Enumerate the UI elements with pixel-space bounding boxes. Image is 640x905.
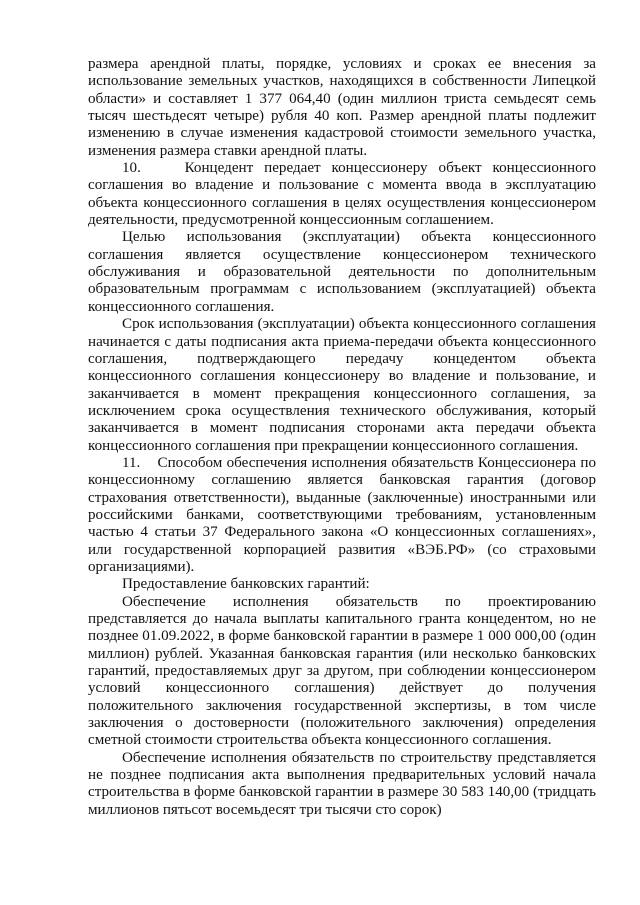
paragraph-usage-term: Срок использования (эксплуатации) объекта концессионного соглашения начинается с даты подписания акта приема-передачи объекта концессионного соглашения, подтверждающего передачу концедентом объекта концессионного соглашения концессионеру во владение и пользование, и заканчивается в момент прекращения концессионного соглашения, за исключением срока осуществления технического обслуживания, который заканчивается в момент подписания сторонами акта передачи объекта концессионного соглашения при прекращении концессионного соглашения. bbox=[88, 316, 596, 454]
paragraph-rent-amount: размера арендной платы, порядке, условиях и сроках ее внесения за использование земельных участков, находящихся в собственности Липецкой области» и составляет 1 377 064,40 (один миллион триста семьдесят семь тысяч шестьдесят четыре) рубля 40 коп. Размер арендной платы подлежит изменению в случае изменения кадастровой стоимости земельного участка, изменения размера ставки арендной платы. bbox=[88, 56, 596, 159]
paragraph-usage-purpose: Целью использования (эксплуатации) объекта концессионного соглашения является осуществление концессионером технического обслуживания и образовательной деятельности по дополнительным образовательным программам с использованием (эксплуатацией) объекта концессионного соглашения. bbox=[88, 229, 596, 315]
paragraph-guarantees-heading: Предоставление банковских гарантий: bbox=[122, 576, 370, 593]
paragraph-construction-guarantee: Обеспечение исполнения обязательств по строительству представляется не позднее подписания акта выполнения предварительных условий начала строительства в форме банковской гарантии в размере 30 583 140,00 (тридцать миллионов пятьсот восемьдесят три тысячи сто сорок) bbox=[88, 749, 596, 818]
paragraph-design-guarantee: Обеспечение исполнения обязательств по проектированию представляется до начала выплаты капитального гранта концедентом, но не позднее 01.09.2022, в форме банковской гарантии в размере 1 000 000,00 (один миллион) рублей. Указанная банковская гарантия (или несколько банковских гарантий, предоставляемых друг за другом, при соблюдении концессионером условий концессионного соглашения) действует до получения положительного заключения государственной экспертизы, в том числе заключения о достоверности (положительного заключения) определения сметной стоимости строительства объекта концессионного соглашения. bbox=[88, 593, 596, 749]
paragraph-clause-10: 10. Концедент передает концессионеру объект концессионного соглашения во владение и пользование с момента ввода в эксплуатацию объекта концессионного соглашения в целях осуществления концессионером деятельности, предусмотренной концессионным соглашением. bbox=[88, 160, 596, 229]
document-page bbox=[88, 56, 596, 819]
paragraph-clause-11: 11. Способом обеспечения исполнения обязательств Концессионера по концессионному соглашению является банковская гарантия (договор страхования ответственности), выданные (заключенные) иностранными или российскими банками, соответствующими требованиям, установленным частью 4 статьи 37 Федерального закона «О концессионных соглашениях», или государственной корпорацией развития «ВЭБ.РФ» (со страховыми организациями). bbox=[88, 454, 596, 575]
